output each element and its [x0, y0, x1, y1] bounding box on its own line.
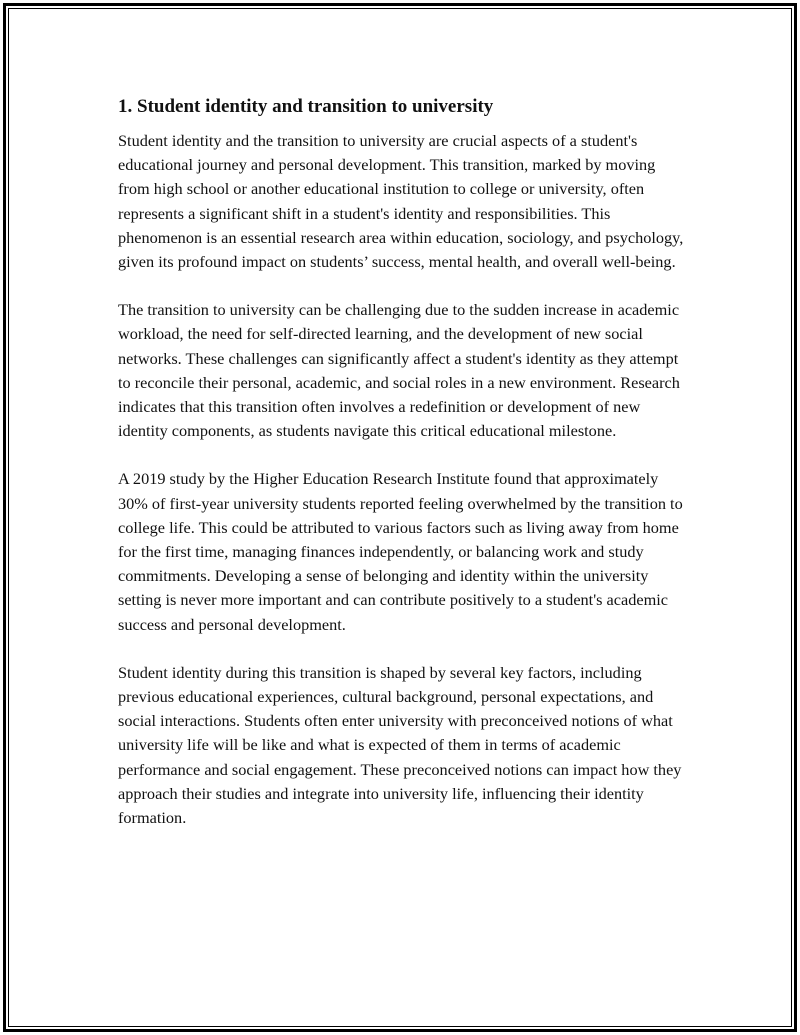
paragraph-2: The transition to university can be challenging due to the sudden increase in academic workload, the need for self-directed learning, and the development of new social networks. These challenges can significantly affect a student's identity as they attempt to reconcile their personal, academic, and social roles in a new environment. Research indicates that this transition often involves a redefinition or development of new identity components, as students navigate this critical educational milestone. — [118, 300, 680, 441]
paragraph-1: Student identity and the transition to university are crucial aspects of a student's educational journey and personal development. This transition, marked by moving from high school or another educational institution to college or university, often represents a significant shift in a student's identity and responsibilities. This phenomenon is an essential research area within education, sociology, and psychology, given its profound impact on students’ success, mental health, and overall well-being. — [118, 131, 684, 272]
paragraph-3: A 2019 study by the Higher Education Research Institute found that approximately 30% of first-year university students reported feeling overwhelmed by the transition to college life. This could be attributed to various factors such as living away from home for the first time, managing finances independently, or balancing work and study commitments. Developing a sense of belonging and identity within the university setting is never more important and can contribute positively to a student's academic success and personal development. — [118, 469, 683, 634]
document-body — [118, 94, 690, 854]
section-heading: 1. Student identity and transition to university — [118, 96, 494, 117]
paragraph-4: Student identity during this transition is shaped by several key factors, including previous educational experiences, cultural background, personal expectations, and social interactions. Students often enter university with preconceived notions of what university life will be like and what is expected of them in terms of academic performance and social engagement. These preconceived notions can impact how they approach their studies and integrate into university life, influencing their identity formation. — [118, 662, 682, 828]
